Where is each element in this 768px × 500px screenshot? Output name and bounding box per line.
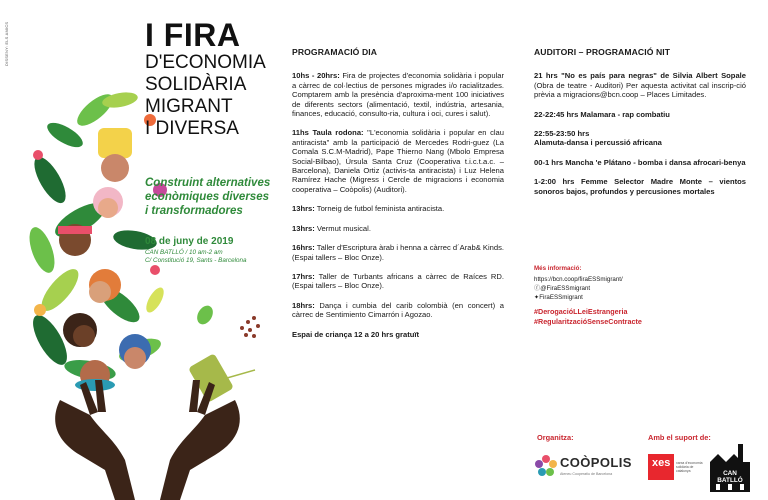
program-night-heading: AUDITORI – PROGRAMACIÓ NIT	[534, 47, 671, 57]
facebook-handle	[534, 284, 746, 293]
can-batllo-name: CAN BATLLÓ	[717, 470, 743, 484]
facebook-icon: ⓕ	[534, 285, 541, 292]
can-batllo-building-icon	[708, 440, 752, 494]
entry-time: 18hrs:	[292, 300, 315, 310]
event-date: 08 de juny de 2019	[145, 236, 234, 247]
coopolis-name: COÒPOLIS	[560, 455, 632, 470]
more-info-title: Més informació:	[534, 265, 582, 272]
xes-logo	[648, 452, 704, 482]
face-top	[98, 128, 132, 182]
seeds-icon	[240, 316, 260, 338]
event-address: C/ Constitució 19, Sants - Barcelona	[145, 257, 247, 264]
entry-text: Torneig de futbol feminista antiracista.	[314, 204, 445, 214]
page-title: I FIRA	[145, 17, 241, 53]
facebook-text[interactable]: @FiraESSmigrant	[540, 285, 591, 292]
coopolis-subtitle: Ateneu Cooperatiu de Barcelona	[560, 472, 613, 476]
night-entry	[534, 71, 746, 99]
night-entry	[534, 158, 746, 167]
day-entry	[292, 301, 504, 320]
entry-text: Dança i cumbia del carib colombià (en concert) a càrrec de Sentimiento Cimarrón i Agozao.	[292, 300, 504, 320]
twitter-handle	[534, 293, 746, 302]
title-line-3: MIGRANT	[145, 96, 233, 117]
entry-time: 00-1 hrs Mancha 'e Plátano - bomba i dansa afrocari-benya	[534, 157, 746, 167]
title-line-4: I DIVERSA	[145, 118, 239, 139]
tagline-line-3: i transformadores	[145, 205, 243, 217]
face-blue-turban	[119, 334, 151, 369]
entry-time: 22:55-23:50 hrs Alamuta-dansa i percussió africana	[534, 129, 662, 148]
coopolis-logo	[534, 452, 634, 482]
childcare-note: Espai de criança 12 a 20 hrs gratuït	[292, 329, 420, 339]
night-entry	[534, 110, 746, 119]
entry-time: 13hrs:	[292, 204, 315, 214]
xes-subtitle: xarxa d'economia solidària de catalunya	[676, 461, 703, 474]
hashtag-2: #RegularitzacióSenseContracte	[534, 317, 642, 326]
night-entry	[534, 177, 746, 196]
hashtag-1: #DerogacióLLeiEstrangeria	[534, 307, 628, 316]
entry-time: 17hrs:	[292, 271, 315, 281]
organizer-label: Organitza:	[537, 433, 574, 442]
entry-text: Taller de Turbants africans a càrrec de Raíces RD. (Espai tallers – Bloc Onze).	[292, 271, 504, 291]
day-entry	[292, 128, 504, 194]
coopolis-flower-icon	[534, 454, 558, 478]
twitter-icon: ✦	[534, 294, 540, 301]
face-scarf	[58, 224, 92, 256]
day-entry	[292, 272, 504, 291]
day-entry	[292, 243, 504, 262]
entry-time: 13hrs:	[292, 223, 315, 233]
twitter-text[interactable]: FiraESSmigrant	[539, 294, 583, 301]
entry-time: 1-2:00 hrs Femme Selector Madre Monte – vientos sonoros bajos, profundos y percusiones mortales	[534, 177, 746, 196]
event-venue-time: CAN BATLLÓ / 10 am-2 am	[145, 249, 223, 256]
more-info	[534, 264, 746, 327]
entry-time: 16hrs:	[292, 243, 315, 253]
design-credit: DISSENY: ELS AMICS	[4, 21, 9, 66]
day-entry	[292, 71, 504, 118]
entry-time: 22-22:45 hrs Malamara - rap combatiu	[534, 109, 670, 119]
title-line-2: SOLIDÀRIA	[145, 74, 247, 95]
small-leaf-icon	[194, 303, 216, 327]
entry-text: (Obra de teatre - Auditori) Per aquesta activitat cal inscrip-ció prèvia a migracions@bcn.coop – Places Limitades.	[534, 80, 746, 100]
tagline	[145, 176, 285, 218]
can-batllo-logo	[708, 440, 752, 494]
day-entry	[292, 204, 504, 213]
tagline-line-2: econòmiques diverses	[145, 191, 269, 203]
day-entry	[292, 224, 504, 233]
entry-text: "L'economia solidària i popular en clau antiracista" amb la participació de Mercedes Rodri-guez (La Comala S.C.M-Madrid), Pape Thierno Nang (Mbolo Empresa Social-Bilbao), Úrsula Santa Cruz (Cooperativa t.i.c.t.a.c. –Barcelona), Daniela Ortiz (activis-ta antiracista) i Luz Helena Ramírez Hache (Migress i Cercle de migracions i economia cooperativa – Coòpolis) (Auditori).	[292, 128, 504, 194]
info-link[interactable]: https://bcn.coop/firaESSmigrant/	[534, 276, 623, 283]
title-line-1: D'ECONOMIA	[145, 52, 266, 73]
program-night	[534, 48, 746, 206]
support-label: Amb el suport de:	[648, 433, 711, 442]
entry-time: 21 hrs "No es país para negras" de Silvia Albert Sopale	[534, 71, 746, 81]
program-day-heading: PROGRAMACIÓ DIA	[292, 47, 378, 57]
program-day	[292, 48, 504, 349]
face-dark	[63, 313, 97, 347]
entry-text: Taller d'Escriptura àrab i henna a càrrec d´Arab& Kinds. (Espai tallers – Bloc Onze).	[292, 243, 504, 262]
xes-name: xes	[652, 457, 671, 469]
entry-text: Vermut musical.	[314, 223, 371, 233]
entry-text: Fira de projectes d'economia solidària i popular a càrrec de col·lectius de persones migrades i/o racialitzades. Comptarem amb la presència d'aproxima-ment 100 iniciatives de diferents sectors (alimentació, textil, indústria, artesania, finances, educació, consulto-ria, cultura i oci, cures i salut).	[292, 71, 504, 119]
tagline-line-1: Construint alternatives	[145, 177, 271, 189]
entry-time: 10hs - 20hrs:	[292, 71, 340, 81]
event-venue	[145, 249, 247, 265]
night-entry	[534, 129, 746, 148]
entry-time: 11hs Taula rodona:	[292, 128, 364, 138]
title-block	[145, 18, 285, 140]
